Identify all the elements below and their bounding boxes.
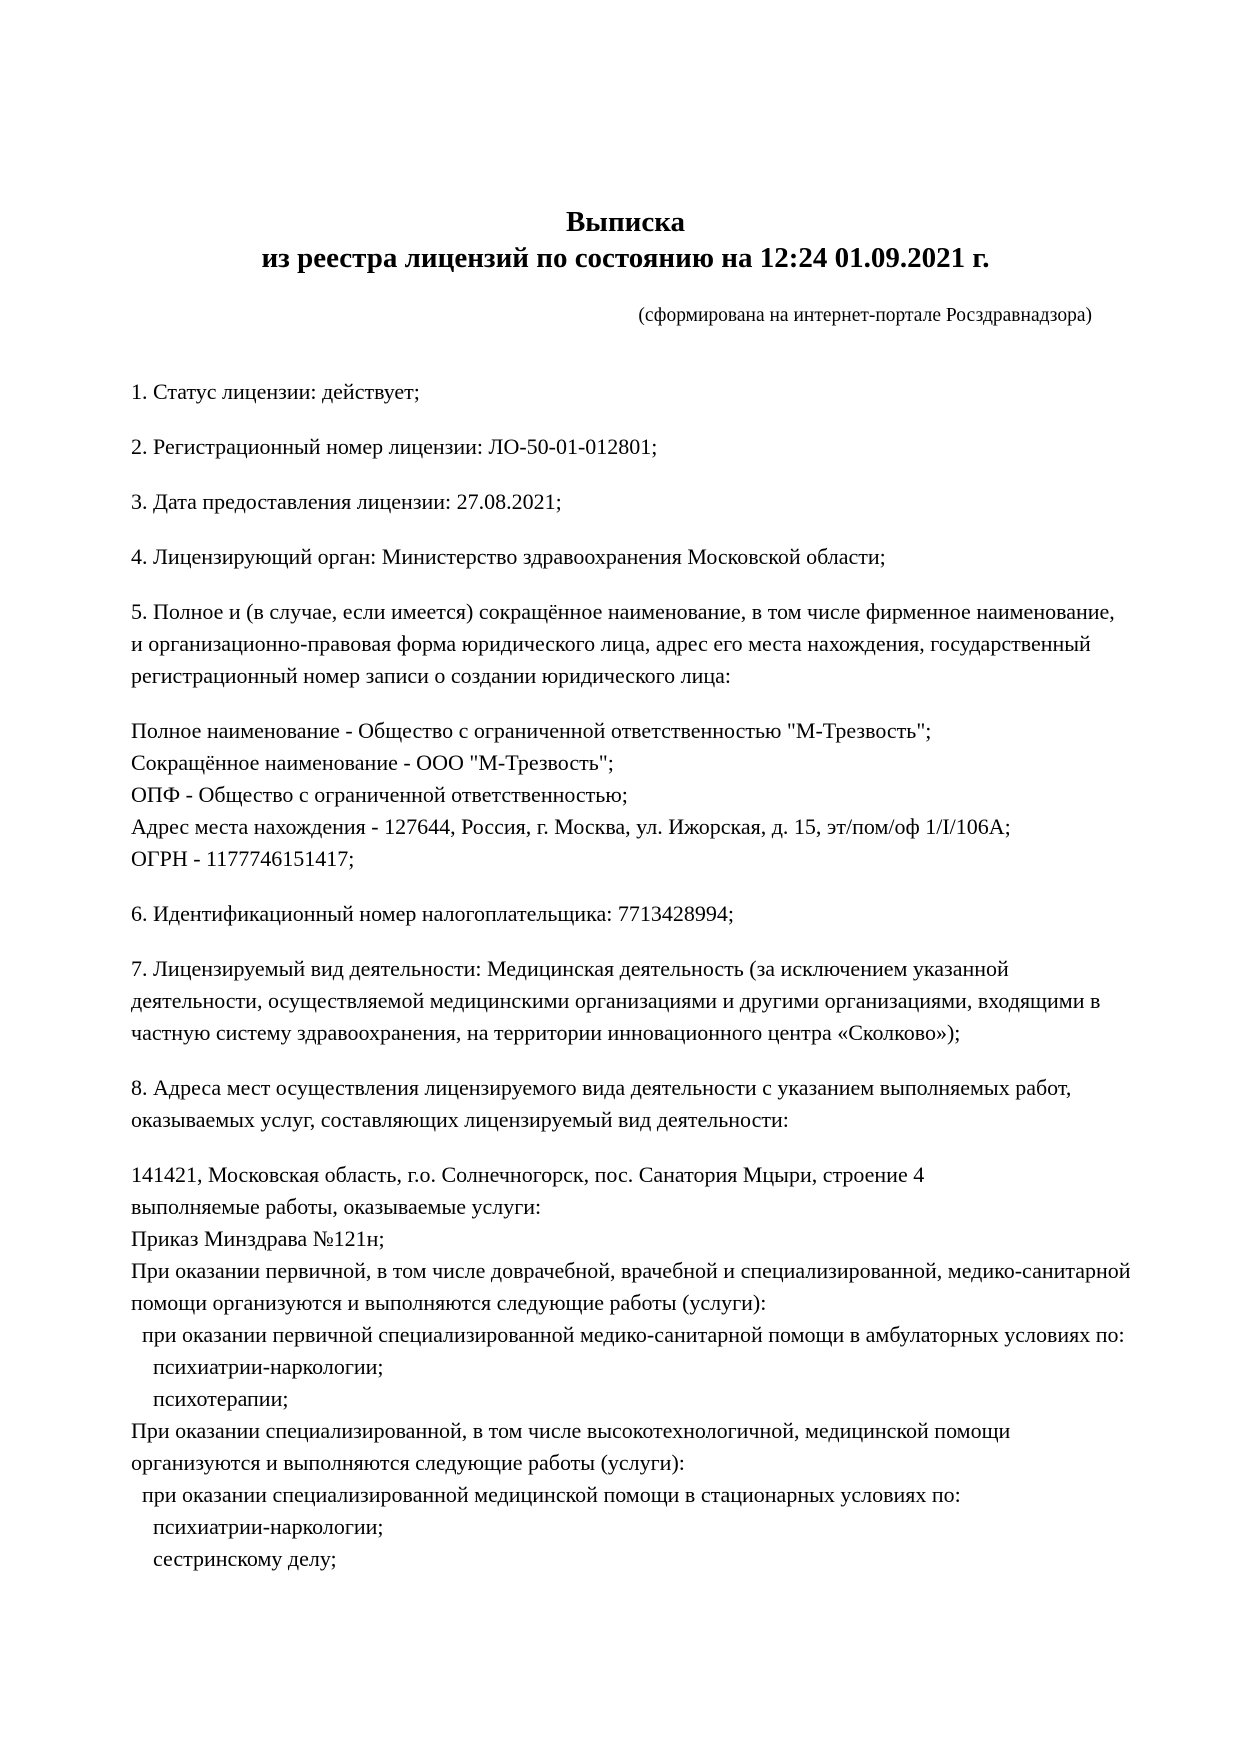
- paragraph: [131, 715, 1131, 875]
- text-line: 1. Статус лицензии: действует;: [131, 379, 420, 404]
- paragraph: [131, 541, 1131, 573]
- paragraph: [131, 953, 1131, 1049]
- title-line-1: Выписка: [565, 206, 686, 238]
- text-line: Адрес места нахождения - 127644, Россия, г. Москва, ул. Ижорская, д. 15, эт/пом/оф 1/I/106А;: [131, 814, 1011, 839]
- text-line: сестринскому делу;: [131, 1546, 337, 1571]
- text-line: психотерапии;: [131, 1386, 289, 1411]
- text-line: При оказании первичной, в том числе доврачебной, врачебной и специализированной, медико-санитарной помощи организуются и выполняются следующие работы (услуги):: [131, 1258, 1137, 1315]
- title-line-2: из реестра лицензий по состоянию на 12:24 01.09.2021 г.: [261, 242, 990, 274]
- paragraph: [131, 486, 1131, 518]
- text-line: Приказ Минздрава №121н;: [131, 1226, 385, 1251]
- text-line: выполняемые работы, оказываемые услуги:: [131, 1194, 542, 1219]
- paragraph: [131, 898, 1131, 930]
- paragraph: [131, 596, 1131, 692]
- text-line: 141421, Московская область, г.о. Солнечногорск, пос. Санатория Мцыри, строение 4: [131, 1162, 925, 1187]
- text-line: 8. Адреса мест осуществления лицензируемого вида деятельности с указанием выполняемых работ, оказываемых услуг, составляющих лицензируемый вид деятельности:: [131, 1075, 1077, 1132]
- text-line: 6. Идентификационный номер налогоплательщика: 7713428994;: [131, 901, 734, 926]
- paragraph: [131, 376, 1131, 408]
- text-line: 5. Полное и (в случае, если имеется) сокращённое наименование, в том числе фирменное наименование, и организационно-правовая форма юридического лица, адрес его места нахождения, государственный регистрационный номер записи о создании юридического лица:: [131, 599, 1121, 688]
- document-subtitle: (сформирована на интернет-портале Росздравнадзора): [638, 305, 1092, 326]
- text-line: Сокращённое наименование - ООО "М-Трезвость";: [131, 750, 614, 775]
- text-line: Полное наименование - Общество с ограниченной ответственностью "М-Трезвость";: [131, 718, 932, 743]
- text-line: 4. Лицензирующий орган: Министерство здравоохранения Московской области;: [131, 544, 886, 569]
- text-line: 2. Регистрационный номер лицензии: ЛО-50-01-012801;: [131, 434, 658, 459]
- text-line: при оказании специализированной медицинской помощи в стационарных условиях по:: [131, 1482, 961, 1507]
- paragraph: [131, 1072, 1131, 1136]
- text-line: ОПФ - Общество с ограниченной ответственностью;: [131, 782, 628, 807]
- document-body: [131, 376, 1137, 1575]
- text-line: психиатрии-наркологии;: [131, 1354, 384, 1379]
- text-line: ОГРН - 1177746151417;: [131, 846, 355, 871]
- text-line: психиатрии-наркологии;: [131, 1514, 384, 1539]
- paragraph: [131, 1159, 1137, 1575]
- document-title: [131, 204, 1120, 276]
- paragraph: [131, 431, 1131, 463]
- text-line: 7. Лицензируемый вид деятельности: Медицинская деятельность (за исключением указанной деятельности, осуществляемой медицинскими организациями и другими организациями, входящими в частную систему здравоохранения, на территории инновационного центра «Сколково»);: [131, 956, 1106, 1045]
- text-line: при оказании первичной специализированной медико-санитарной помощи в амбулаторных условиях по:: [131, 1322, 1125, 1347]
- text-line: 3. Дата предоставления лицензии: 27.08.2021;: [131, 489, 562, 514]
- text-line: При оказании специализированной, в том числе высокотехнологичной, медицинской помощи организуются и выполняются следующие работы (услуги):: [131, 1418, 1016, 1475]
